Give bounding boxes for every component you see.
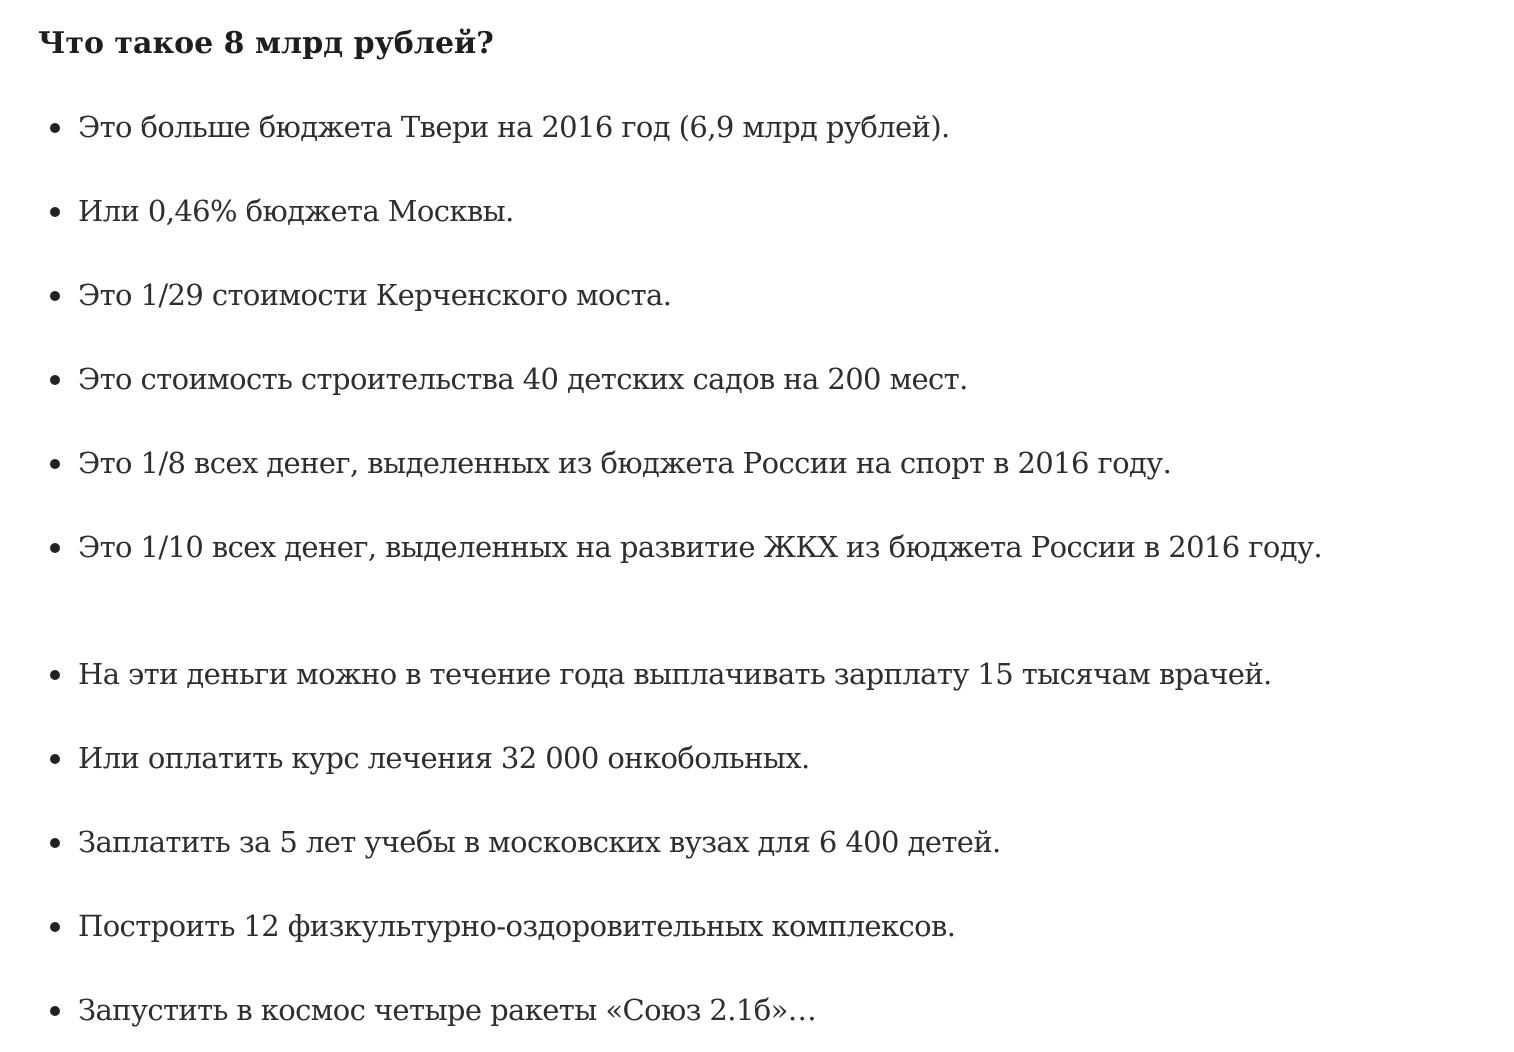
list-item [38,357,1328,401]
list-item [38,736,1328,780]
list-item [38,441,1328,485]
list-item [38,525,1328,569]
bullet-icon [50,459,60,469]
list-item-text: Это 1/8 всех денег, выделенных из бюджета России на спорт в 2016 году. [78,446,1172,480]
list-item [38,904,1328,948]
list-item-text: Это стоимость строительства 40 детских садов на 200 мест. [78,362,968,396]
list-item-text: На эти деньги можно в течение года выплачивать зарплату 15 тысячам врачей. [78,657,1272,691]
bullet-icon [50,754,60,764]
article-heading: Что такое 8 млрд рублей? [38,26,494,61]
bullet-icon [50,922,60,932]
list-item [38,820,1328,864]
list-item-text: Заплатить за 5 лет учебы в московских вузах для 6 400 детей. [78,825,1001,859]
bullet-icon [50,375,60,385]
list-item [38,652,1328,696]
list-item-text: Это больше бюджета Твери на 2016 год (6,9 млрд рублей). [78,110,950,144]
list-item-text: Это 1/29 стоимости Керченского моста. [78,278,672,312]
list-item [38,105,1328,149]
bullet-icon [50,670,60,680]
list-item [38,189,1328,233]
bullet-icon [50,543,60,553]
list-item-text: Или 0,46% бюджета Москвы. [78,194,514,228]
list-item-text: Построить 12 физкультурно-оздоровительных комплексов. [78,909,956,943]
list-item [38,988,1328,1032]
bullet-icon [50,1006,60,1016]
bullet-icon [50,838,60,848]
bullet-icon [50,291,60,301]
list-item [38,273,1328,317]
bullet-icon [50,207,60,217]
list-item-text: Запустить в космос четыре ракеты «Союз 2.1б»… [78,993,817,1027]
list-item-text: Это 1/10 всех денег, выделенных на развитие ЖКХ из бюджета России в 2016 году. [78,530,1323,564]
list-item-text: Или оплатить курс лечения 32 000 онкобольных. [78,741,810,775]
bullet-icon [50,123,60,133]
